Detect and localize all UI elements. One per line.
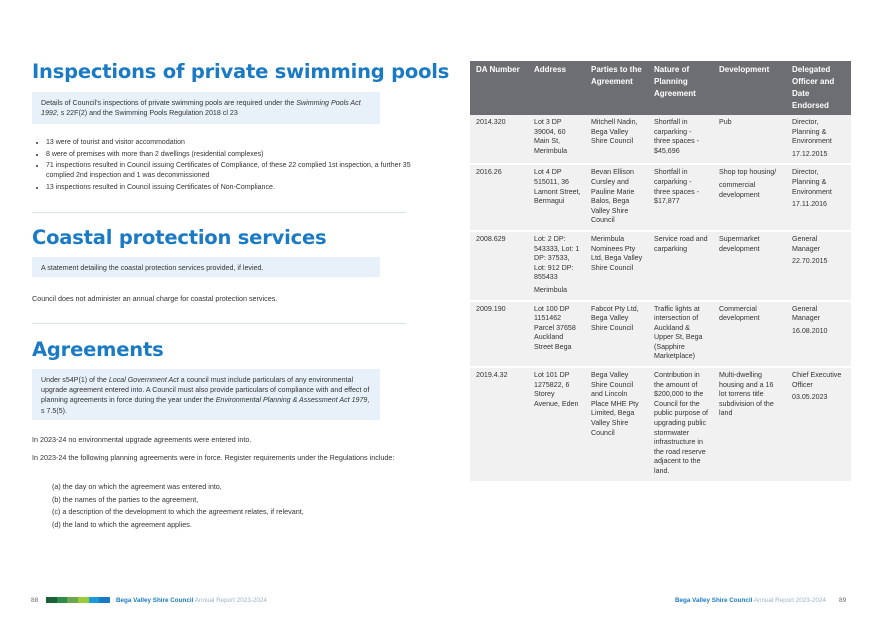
cell-parties: Fabcot Pty Ltd, Bega Valley Shire Council [585,301,648,368]
cell-da: 2008.629 [470,231,528,301]
address-text: Lot 4 DP 515011, 36 Lamont Street, Bermagui [534,168,581,206]
endorsed-date: 22.70.2015 [792,257,828,266]
list-item: • 8 were of premises with more than 2 dwellings (residential complexes) [46,150,416,160]
table-row [470,231,851,301]
address-text: Lot 100 DP 1151462 Parcel 37658 Auckland Street Bega [534,304,576,351]
development-text: Multi-dwelling housing and a 16 lot torrens title subdivision of the land [719,371,774,418]
table-row [470,367,851,482]
development-extra: commercial development [719,180,760,199]
cell-address [528,231,585,301]
development-text: Commercial development [719,304,760,323]
section-divider [32,323,406,324]
section-divider [32,212,406,213]
cell-address [528,367,585,482]
colour-stripe [46,597,110,603]
stripe-segment [57,597,68,603]
list-item: • 13 inspections resulted in Council issuing Certificates of Non-Compliance. [46,183,416,193]
cell-address [528,115,585,164]
cell-officer [786,164,851,231]
stripe-segment [89,597,100,603]
stripe-segment [99,597,110,603]
right-page [439,0,878,620]
col-header-parties: Parties to the Agreement [585,61,648,115]
local-government-act: Local Government Act [108,376,179,384]
epa-act: Environmental Planning & Assessment Act 1979 [215,396,368,405]
address-text: Lot: 2 DP: 543333, Lot: 1 DP: 37533, Lot: 912 DP: 855433 [534,234,580,282]
list-item: (c) a description of the development to which the agreement relates, if relevant, [52,507,304,517]
cell-parties: Merimbula Nominees Pty Ltd, Bega Valley Shire Council [585,231,648,301]
box-text-pre: Under s54P(1) of the [41,376,109,384]
environmental-upgrade-statement: In 2023-24 no environmental upgrade agreements were entered into. [32,435,252,444]
cell-address [528,301,585,368]
box-text-mid: a council must include particulars of any environmental upgrade agreement entered into. A Council must also provide particulars of compliance with and effect of planning agreements in force during the year under the [41,376,370,405]
address-extra: Merimbula [534,285,568,294]
table-row [470,301,851,368]
col-header-address: Address [528,61,585,115]
endorsed-date: 17.12.2015 [792,149,828,158]
list-item: (b) the names of the parties to the agreement, [52,494,199,504]
cell-development [713,164,786,231]
box-text-post: , s 7.5(5). [41,396,370,415]
cell-development [713,367,786,482]
cell-nature: Shortfall in carparking - three spaces - $17,877 [648,164,713,231]
list-item: (d) the land to which the agreement applies. [52,519,192,529]
agreements-requirement-box [32,369,380,420]
list-item: • 71 inspections resulted in Council issuing Certificates of Compliance, of these 22 complied 1st inspection, a further 35 complied 2nd inspection and 1 was decommissioned [46,161,416,181]
col-header-da: DA Number [470,61,528,115]
table-row [470,115,851,164]
table-header-row [470,61,851,115]
cell-development [713,301,786,368]
footer-report: Annual Report 2023-2024 [194,597,267,604]
stripe-segment [78,597,89,603]
development-text: Shop top housing/ [719,168,777,177]
cell-development [713,231,786,301]
cell-officer [786,301,851,368]
footer-title [116,597,267,604]
cell-nature: Contribution in the amount of $200,000 to the Council for the public purpose of upgrading public stormwater infrastructure in the road reserve adjacent to the land. [648,367,713,482]
officer-text: General Manager [792,234,820,253]
endorsed-date: 17.11.2016 [792,200,827,209]
register-requirements-list [52,481,304,531]
coastal-protection-requirement-box: A statement detailing the coastal protection services provided, if levied. [32,257,380,277]
endorsed-date: 03.05.2023 [792,393,828,402]
col-header-officer: Delegated Officer and Date Endorsed [786,61,851,115]
table-row [470,164,851,231]
cell-da: 2019.4.32 [470,367,528,482]
cell-nature: Shortfall in carparking - three spaces - $45,696 [648,115,713,164]
box-text-pre: Details of Council's inspections of private swimming pools are required under the [41,99,297,107]
footer-report: Annual Report 2023-2024 [753,597,826,604]
col-header-nature: Nature of Planning Agreement [648,61,713,115]
cell-da: 2016.26 [470,164,528,231]
cell-nature: Traffic lights at intersection of Auckland & Upper St, Bega (Sapphire Marketplace) [648,301,713,368]
officer-text: Chief Executive Officer [792,371,842,389]
list-item: • 13 were of tourist and visitor accommodation [46,138,416,148]
page-number: 89 [839,597,847,604]
address-text: Lot 3 DP 39004, 60 Main St, Merimbula [534,118,568,155]
footer-title [675,597,826,604]
cell-officer [786,367,851,482]
planning-agreements-table [470,61,851,483]
officer-text: Director, Planning & Environment [792,118,832,146]
page-number: 88 [31,597,39,604]
col-header-development: Development [713,61,786,115]
coastal-protection-statement: Council does not administer an annual charge for coastal protection services. [32,294,278,303]
development-text: Pub [719,118,732,126]
coastal-protection-heading: Coastal protection services [32,226,327,249]
cell-parties: Bevan Ellison Cursley and Pauline Marie Balos, Bega Valley Shire Council [585,164,648,231]
footer-council: Bega Valley Shire Council [675,597,753,604]
cell-parties: Bega Valley Shire Council and Lincoln Place MHE Pty Limited, Bega Valley Shire Council [585,367,648,482]
cell-development [713,115,786,164]
officer-text: Director, Planning & Environment [792,168,832,196]
swimming-pools-act: Swimming Pools Act 1992 [41,99,361,118]
officer-text: General Manager [792,304,820,323]
cell-officer [786,115,851,164]
development-text: Supermarket development [719,234,760,253]
pool-inspection-bullets [32,138,416,194]
cell-da: 2009.190 [470,301,528,368]
stripe-segment [67,597,78,603]
cell-officer [786,231,851,301]
cell-nature: Service road and carparking [648,231,713,301]
cell-parties: Mitchell Nadin, Bega Valley Shire Council [585,115,648,164]
list-item: (a) the day on which the agreement was entered into, [52,482,222,491]
footer-council: Bega Valley Shire Council [116,597,194,604]
endorsed-date: 16.08.2010 [792,326,828,335]
box-text-post: , s 22F(2) and the Swimming Pools Regulation 2018 cl 23 [56,109,238,118]
stripe-segment [46,597,57,603]
address-text: Lot 101 DP 1275822, 6 Storey Avenue, Eden [534,371,579,408]
agreements-heading: Agreements [32,338,164,361]
pool-inspections-requirement-box [32,92,380,124]
cell-address [528,164,585,231]
pool-inspections-heading: Inspections of private swimming pools [32,60,450,83]
planning-agreements-intro: In 2023-24 the following planning agreements were in force. Register requirements under the Regulations include: [32,453,395,462]
cell-da: 2014.320 [470,115,528,164]
